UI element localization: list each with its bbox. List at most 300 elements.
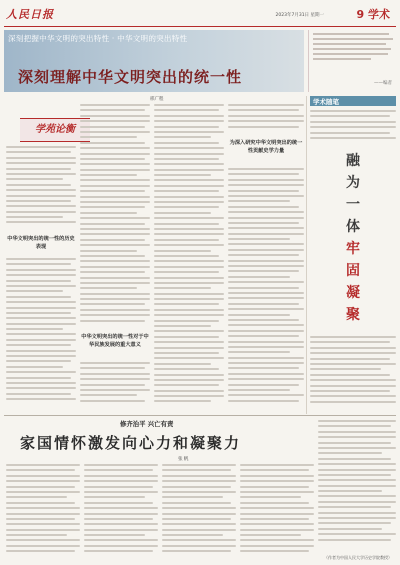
text-line: [80, 287, 137, 289]
sidebar-title-char: 体: [346, 219, 360, 235]
text-line: [240, 502, 309, 504]
text-line: [154, 368, 219, 370]
text-line: [80, 277, 150, 279]
text-line: [310, 379, 396, 381]
article2-column-4: [240, 464, 314, 556]
text-line: [154, 271, 219, 273]
text-line: [318, 495, 396, 497]
text-line: [313, 58, 371, 60]
text-line: [228, 308, 304, 310]
text-line: [162, 518, 231, 520]
text-line: [318, 431, 396, 433]
text-line: [228, 303, 299, 305]
text-line: [228, 173, 299, 175]
text-line: [162, 545, 236, 547]
text-line: [80, 367, 145, 369]
text-line: [228, 179, 304, 181]
text-line: [154, 266, 224, 268]
text-line: [154, 212, 211, 214]
subhead-3: 为深入研究中华文明突出的统一性贡献史学力量: [229, 140, 303, 154]
text-line: [80, 373, 150, 375]
text-line: [162, 523, 236, 525]
text-line: [6, 296, 71, 298]
text-line: [154, 196, 224, 198]
text-line: [154, 250, 211, 252]
sidebar-title: [346, 150, 360, 326]
text-line: [6, 387, 76, 389]
text-line: [228, 373, 304, 375]
text-line: [6, 151, 71, 153]
text-line: [318, 442, 391, 444]
article2-column-3: [162, 464, 236, 556]
text-line: [228, 200, 290, 202]
text-line: [6, 317, 76, 319]
text-line: [154, 201, 224, 203]
text-line: [154, 379, 224, 381]
text-line: [80, 169, 150, 171]
text-line: [6, 178, 63, 180]
text-line: [6, 469, 75, 471]
sidebar-label: [310, 96, 396, 106]
text-line: [6, 216, 63, 218]
article2-column-1: [6, 464, 80, 556]
text-line: [80, 400, 145, 402]
text-line: [6, 195, 76, 197]
text-line: [154, 174, 211, 176]
text-line: [240, 469, 309, 471]
text-line: [84, 464, 158, 466]
text-line: [154, 228, 224, 230]
text-line: [162, 480, 236, 482]
text-line: [228, 394, 304, 396]
text-line: [80, 131, 150, 133]
sidebar-title-char: 凝: [346, 285, 360, 301]
sidebar-title-char: 融: [346, 153, 360, 169]
section-label: 9 学术: [356, 8, 390, 21]
sidebar-label-text: 学术随笔: [313, 98, 339, 106]
text-line: [80, 109, 145, 111]
text-line: [318, 425, 391, 427]
text-line: [154, 395, 224, 397]
text-line: [80, 120, 150, 122]
text-line: [154, 131, 224, 133]
text-line: [80, 115, 150, 117]
text-line: [240, 550, 309, 552]
text-line: [154, 357, 224, 359]
text-line: [228, 126, 299, 128]
text-line: [240, 496, 301, 498]
text-line: [228, 233, 304, 235]
text-line: [228, 238, 290, 240]
text-line: [80, 266, 150, 268]
text-line: [162, 513, 236, 515]
text-line: [240, 518, 309, 520]
text-line: [228, 324, 304, 326]
column-divider: [306, 96, 307, 414]
text-line: [154, 169, 224, 171]
text-line: [154, 298, 224, 300]
text-line: [310, 363, 396, 365]
text-line: [310, 401, 396, 403]
text-line: [154, 347, 224, 349]
text-line: [80, 389, 150, 391]
text-line: [80, 196, 150, 198]
text-line: [154, 120, 224, 122]
text-line: [162, 529, 236, 531]
text-line: [310, 336, 396, 338]
text-line: [228, 168, 304, 170]
text-line: [228, 109, 299, 111]
text-line: [80, 179, 150, 181]
text-line: [154, 320, 219, 322]
body-column-1: [6, 146, 76, 230]
text-line: [80, 303, 145, 305]
sidebar-title-char: 固: [346, 263, 360, 279]
text-line: [228, 211, 304, 213]
text-line: [80, 206, 145, 208]
text-line: [228, 330, 304, 332]
text-line: [6, 344, 71, 346]
text-line: [240, 534, 301, 536]
text-line: [80, 185, 150, 187]
sidebar-title-char: 一: [346, 197, 360, 213]
text-line: [310, 137, 396, 139]
sidebar-intro: [310, 110, 396, 146]
text-line: [80, 136, 137, 138]
text-line: [313, 38, 393, 40]
text-line: [6, 328, 63, 330]
text-line: [228, 195, 304, 197]
text-line: [6, 333, 76, 335]
text-line: [84, 523, 158, 525]
text-line: [240, 475, 314, 477]
text-line: [84, 539, 158, 541]
body-column-4b: [228, 168, 304, 408]
text-line: [6, 157, 76, 159]
text-line: [154, 185, 224, 187]
text-line: [6, 393, 71, 395]
text-line: [80, 293, 150, 295]
text-line: [228, 217, 304, 219]
text-line: [80, 384, 145, 386]
text-line: [6, 168, 71, 170]
text-line: [6, 377, 71, 379]
text-line: [80, 142, 145, 144]
text-line: [310, 132, 390, 134]
body-column-2b: [80, 362, 150, 408]
text-line: [162, 550, 231, 552]
text-line: [80, 201, 150, 203]
text-line: [228, 281, 304, 283]
text-line: [6, 350, 76, 352]
text-line: [228, 120, 304, 122]
text-line: [154, 293, 224, 295]
sidebar-title-char: 聚: [346, 307, 360, 323]
text-line: [318, 463, 396, 465]
text-line: [154, 190, 219, 192]
text-line: [154, 233, 224, 235]
text-line: [154, 336, 219, 338]
text-line: [228, 319, 299, 321]
text-line: [154, 244, 224, 246]
text-line: [240, 523, 314, 525]
text-line: [154, 217, 224, 219]
text-line: [318, 501, 396, 503]
text-line: [6, 529, 80, 531]
text-line: [228, 254, 299, 256]
text-line: [80, 394, 137, 396]
text-line: [240, 480, 314, 482]
text-line: [228, 227, 304, 229]
text-line: [240, 539, 314, 541]
text-line: [162, 507, 236, 509]
text-line: [6, 162, 76, 164]
text-line: [80, 260, 150, 262]
text-line: [318, 420, 396, 422]
text-line: [80, 244, 150, 246]
text-line: [84, 496, 145, 498]
text-line: [318, 506, 391, 508]
text-line: [228, 222, 299, 224]
text-line: [313, 43, 386, 45]
text-line: [84, 550, 153, 552]
text-line: [154, 363, 211, 365]
text-line: [6, 486, 75, 488]
text-line: [318, 485, 396, 487]
text-line: [318, 517, 396, 519]
text-line: [80, 271, 145, 273]
text-line: [228, 249, 304, 251]
article2-headline[interactable]: 家国情怀激发向心力和凝聚力: [20, 434, 242, 452]
text-line: [80, 158, 145, 160]
text-line: [154, 374, 224, 376]
text-line: [228, 104, 304, 106]
text-line: [6, 355, 76, 357]
text-line: [84, 534, 145, 536]
text-line: [228, 400, 299, 402]
text-line: [6, 205, 76, 207]
text-line: [162, 491, 236, 493]
text-line: [154, 314, 224, 316]
text-line: [84, 507, 158, 509]
publication-date: 2023年7月31日 星期一: [275, 13, 324, 18]
text-line: [310, 358, 390, 360]
text-line: [228, 287, 299, 289]
text-line: [6, 480, 80, 482]
article2-column-2: [84, 464, 158, 556]
text-line: [318, 458, 391, 460]
column-label: 学苑论衡: [20, 118, 90, 142]
text-line: [6, 323, 76, 325]
sidebar-body: [310, 336, 396, 408]
text-line: [318, 528, 382, 530]
article-headline[interactable]: 深刻理解中华文明突出的统一性: [18, 68, 243, 86]
text-line: [84, 475, 158, 477]
text-line: [80, 298, 150, 300]
masthead: [4, 4, 396, 27]
editor-note: [308, 30, 396, 92]
text-line: [6, 200, 71, 202]
text-line: [154, 303, 219, 305]
text-line: [240, 507, 314, 509]
text-line: [318, 490, 382, 492]
text-line: [6, 513, 80, 515]
text-line: [154, 309, 224, 311]
text-line: [310, 126, 396, 128]
text-line: [6, 146, 76, 148]
text-line: [80, 190, 145, 192]
text-line: [84, 518, 153, 520]
text-line: [6, 475, 80, 477]
text-line: [6, 339, 76, 341]
text-line: [228, 378, 304, 380]
text-line: [154, 109, 219, 111]
text-line: [6, 371, 76, 373]
text-line: [318, 447, 396, 449]
text-line: [313, 33, 389, 35]
text-line: [80, 239, 145, 241]
text-line: [6, 269, 76, 271]
text-line: [318, 539, 391, 541]
text-line: [162, 464, 236, 466]
text-line: [84, 480, 158, 482]
text-line: [80, 153, 150, 155]
text-line: [240, 529, 314, 531]
text-line: [6, 534, 67, 536]
text-line: [154, 104, 224, 106]
text-line: [154, 163, 224, 165]
section-divider: [4, 415, 396, 416]
text-line: [228, 297, 304, 299]
text-line: [162, 502, 231, 504]
text-line: [84, 486, 153, 488]
text-line: [310, 395, 396, 397]
text-line: [80, 378, 150, 380]
text-line: [240, 513, 314, 515]
text-line: [6, 285, 76, 287]
text-line: [154, 179, 224, 181]
text-line: [6, 398, 76, 400]
text-line: [154, 126, 219, 128]
text-line: [228, 389, 290, 391]
article-author: 邢广程: [150, 97, 164, 102]
text-line: [6, 290, 63, 292]
text-line: [310, 110, 396, 112]
text-line: [6, 301, 76, 303]
text-line: [80, 223, 145, 225]
editor-signature: ——编者: [374, 81, 392, 86]
text-line: [228, 243, 304, 245]
text-line: [80, 163, 150, 165]
text-line: [313, 48, 391, 50]
text-line: [228, 335, 299, 337]
text-line: [240, 464, 314, 466]
text-line: [318, 522, 391, 524]
text-line: [6, 360, 71, 362]
text-line: [154, 400, 211, 402]
text-line: [6, 280, 71, 282]
text-line: [310, 115, 390, 117]
text-line: [154, 287, 211, 289]
subhead-2: 中华文明突出的统一性对于中华民族发展的重大意义: [81, 334, 149, 348]
text-line: [228, 357, 304, 359]
text-line: [6, 502, 75, 504]
text-line: [310, 121, 396, 123]
text-line: [310, 385, 396, 387]
text-line: [228, 341, 304, 343]
text-line: [154, 206, 219, 208]
text-line: [240, 545, 314, 547]
text-line: [240, 486, 309, 488]
text-line: [228, 270, 299, 272]
text-line: [6, 173, 76, 175]
body-column-3: [154, 104, 224, 408]
text-line: [154, 341, 224, 343]
article2-author: 张 帆: [178, 457, 189, 462]
text-line: [154, 239, 219, 241]
text-line: [80, 147, 150, 149]
text-line: [318, 474, 391, 476]
text-line: [6, 274, 76, 276]
article-banner: [4, 30, 304, 92]
text-line: [80, 228, 150, 230]
text-line: [228, 184, 304, 186]
text-line: [228, 206, 299, 208]
author-note: （作者为中国人民大学历史学院教授）: [324, 555, 392, 560]
text-line: [6, 382, 76, 384]
text-line: [154, 277, 224, 279]
body-column-1b: [6, 258, 76, 408]
text-line: [80, 282, 150, 284]
text-line: [310, 390, 390, 392]
text-line: [6, 518, 75, 520]
text-line: [154, 115, 224, 117]
text-line: [6, 507, 80, 509]
text-line: [84, 545, 158, 547]
text-line: [80, 217, 150, 219]
text-line: [154, 255, 219, 257]
text-line: [6, 263, 71, 265]
text-line: [154, 384, 219, 386]
text-line: [228, 362, 304, 364]
sidebar-title-char: 牢: [346, 241, 360, 257]
text-line: [162, 475, 236, 477]
text-line: [228, 260, 304, 262]
text-line: [154, 223, 219, 225]
text-line: [80, 233, 150, 235]
text-line: [313, 53, 388, 55]
text-line: [154, 158, 219, 160]
newspaper-logo[interactable]: 人民日报: [6, 8, 54, 21]
sidebar-title-char: 为: [346, 175, 360, 191]
text-line: [6, 258, 76, 260]
text-line: [318, 469, 396, 471]
article2-kicker: 修齐治平 兴亡有责: [120, 420, 174, 428]
text-line: [80, 309, 150, 311]
text-line: [6, 307, 76, 309]
text-line: [318, 436, 396, 438]
text-line: [6, 550, 75, 552]
text-line: [228, 276, 290, 278]
text-line: [80, 320, 145, 322]
text-line: [228, 367, 299, 369]
text-line: [310, 374, 390, 376]
text-line: [318, 512, 396, 514]
text-line: [228, 384, 299, 386]
body-column-4: [228, 104, 304, 134]
text-line: [6, 496, 67, 498]
text-line: [84, 513, 158, 515]
